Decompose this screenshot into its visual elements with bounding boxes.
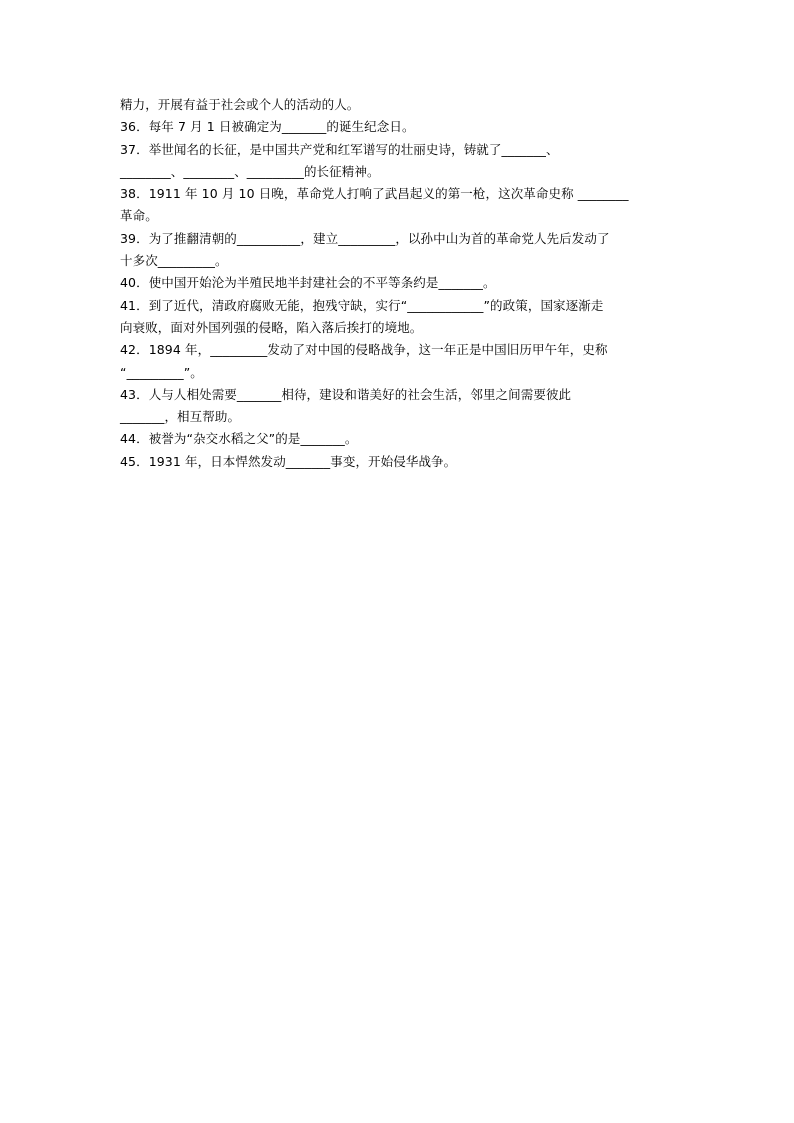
question-44: 44．被誉为“杂交水稻之父”的是_______。 <box>120 431 358 447</box>
question-42: 42．1894 年，_________发动了对中国的侵略战争，这一年正是中国旧历甲午年，史称 <box>120 342 608 358</box>
question-39: 39．为了推翻清朝的__________，建立_________，以孙中山为首的革命党人先后发动了 <box>120 230 610 246</box>
question-41-continued: 向衰败，面对外国列强的侵略，陷入落后挨打的境地。 <box>120 319 423 335</box>
question-36: 36．每年 7 月 1 日被确定为_______的诞生纪念日。 <box>120 119 415 135</box>
text-line: 精力，开展有益于社会或个人的活动的人。 <box>120 97 360 112</box>
question-37: 37．举世闻名的长征，是中国共产党和红军谱写的壮丽史诗，铸就了_______、 <box>120 141 559 157</box>
question-45: 45．1931 年，日本悍然发动_______事变，开始侵华战争。 <box>120 453 457 469</box>
question-40: 40．使中国开始沦为半殖民地半封建社会的不平等条约是_______。 <box>120 275 496 291</box>
question-39-continued: 十多次_________。 <box>120 253 228 269</box>
question-37-continued: ________、________、_________的长征精神。 <box>120 163 380 179</box>
question-38: 38．1911 年 10 月 10 日晚，革命党人打响了武昌起义的第一枪，这次革命史称 ________ <box>120 186 629 202</box>
question-43: 43．人与人相处需要_______相待，建设和谐美好的社会生活，邻里之间需要彼此 <box>120 386 572 402</box>
question-38-continued: 革命。 <box>120 208 158 224</box>
question-list <box>120 94 680 473</box>
question-41: 41．到了近代，清政府腐败无能，抱残守缺，实行“____________”的政策，国家逐渐走 <box>120 297 604 313</box>
question-43-continued: _______，相互帮助。 <box>120 409 241 425</box>
question-42-continued: “_________”。 <box>120 364 203 380</box>
